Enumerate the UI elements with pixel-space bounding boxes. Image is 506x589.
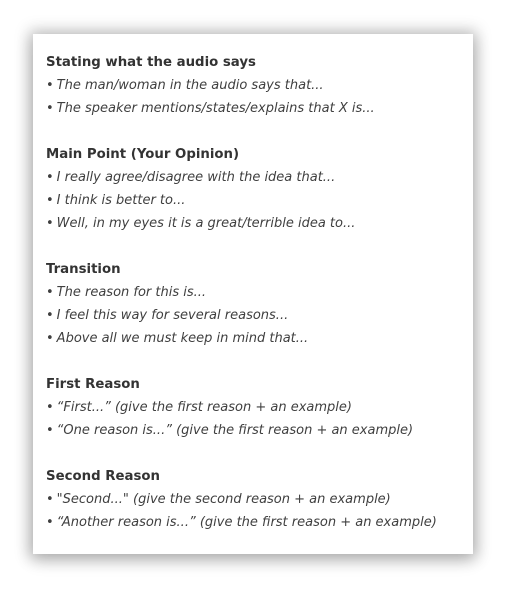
phrase-card	[33, 34, 473, 554]
section-heading: Main Point (Your Opinion)	[46, 147, 240, 162]
list-item	[46, 304, 473, 327]
list-item	[46, 419, 473, 442]
list-item-text: The man/woman in the audio says that...	[56, 78, 324, 93]
section-heading: Stating what the audio says	[46, 55, 256, 70]
bullet: •	[46, 216, 54, 231]
list-item-text: The reason for this is...	[56, 285, 207, 300]
section-heading: Transition	[46, 262, 121, 277]
list-item-text: I feel this way for several reasons...	[56, 308, 289, 323]
section-stating-audio	[46, 51, 473, 120]
bullet: •	[46, 423, 54, 438]
list-item	[46, 488, 473, 511]
section-transition	[46, 258, 473, 350]
bullet: •	[46, 400, 54, 415]
list-item-text: I really agree/disagree with the idea that...	[56, 170, 336, 185]
section-second-reason	[46, 465, 473, 534]
list-item-text: Well, in my eyes it is a great/terrible idea to...	[56, 216, 356, 231]
list-item	[46, 74, 473, 97]
bullet: •	[46, 101, 54, 116]
list-item	[46, 166, 473, 189]
list-item-text: The speaker mentions/states/explains that X is...	[56, 101, 375, 116]
list-item	[46, 396, 473, 419]
section-heading: First Reason	[46, 377, 140, 392]
list-item-text: Above all we must keep in mind that...	[56, 331, 309, 346]
section-heading: Second Reason	[46, 469, 160, 484]
bullet: •	[46, 78, 54, 93]
list-item-text: I think is better to...	[56, 193, 186, 208]
bullet: •	[46, 492, 54, 507]
bullet: •	[46, 193, 54, 208]
bullet: •	[46, 170, 54, 185]
list-item-text: “First...” (give the first reason + an example)	[56, 400, 352, 415]
list-item	[46, 97, 473, 120]
list-item-text: “One reason is...” (give the first reason + an example)	[56, 423, 414, 438]
list-item	[46, 281, 473, 304]
list-item-text: "Second..." (give the second reason + an example)	[56, 492, 391, 507]
section-main-point	[46, 143, 473, 235]
bullet: •	[46, 308, 54, 323]
list-item	[46, 511, 473, 534]
section-first-reason	[46, 373, 473, 442]
bullet: •	[46, 285, 54, 300]
bullet: •	[46, 331, 54, 346]
list-item	[46, 189, 473, 212]
list-item	[46, 212, 473, 235]
bullet: •	[46, 515, 54, 530]
list-item-text: “Another reason is...” (give the first reason + an example)	[56, 515, 437, 530]
list-item	[46, 327, 473, 350]
